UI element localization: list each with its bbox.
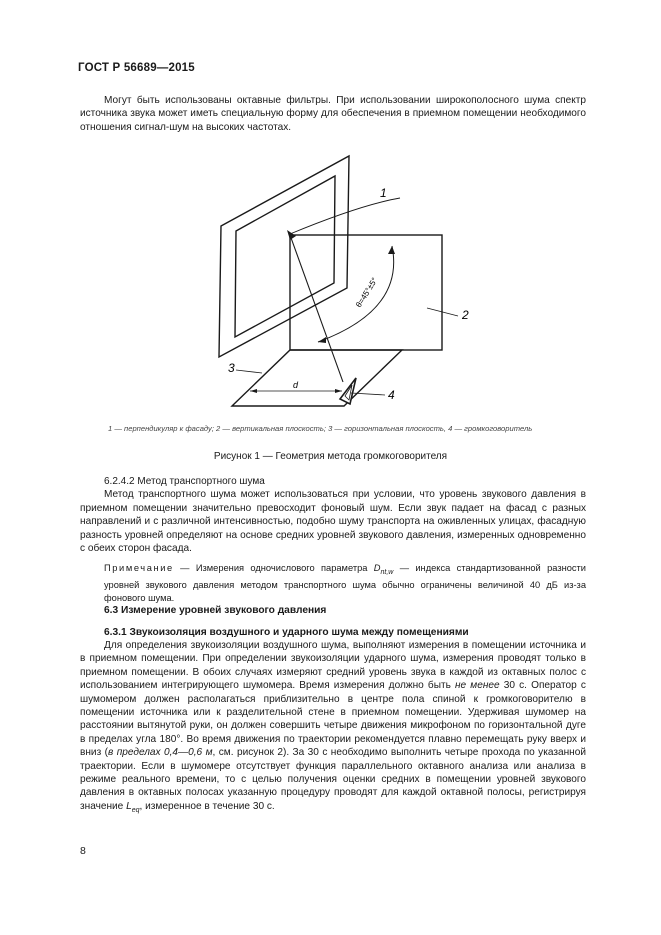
page-number: 8 — [80, 845, 86, 857]
facade-frame-outer — [219, 156, 349, 357]
angle-label: θ=45°±5° — [354, 276, 380, 310]
figure-legend: 1 — перпендикуляр к фасаду; 2 — вертикальная плоскость; 3 — горизонтальная плоскость, 4 — громкоговоритель — [108, 424, 533, 433]
figure-loudspeaker-geometry — [0, 0, 661, 420]
perpendicular-line — [290, 235, 343, 382]
intro-paragraph: Могут быть использованы октавные фильтры. При использовании широкополосного шума спектр источника звука может иметь специальную форму для обеспечения в приемном помещении необходимого отношения сигнал-шум на высоких частотах. — [80, 95, 586, 133]
label-2: 2 — [462, 308, 469, 322]
label-1: 1 — [380, 186, 387, 200]
leader-1 — [290, 198, 400, 234]
label-4: 4 — [388, 388, 395, 402]
label-d: d — [293, 380, 299, 390]
note-paragraph: Примечание — Измерения одночислового параметра $D_{nt,w}$ — индекса стандартизованной разности уровней звукового давления методом транспортного шума обычно ограничены величиной 40 дБ из-за фонового шума. — [104, 563, 586, 603]
angle-arc-arrow-bottom — [318, 337, 326, 343]
section-6-3-1-heading: 6.3.1 Звукоизоляция воздушного и ударного шума между помещениями — [104, 627, 469, 638]
horizontal-plane — [232, 350, 402, 406]
section-6-3-heading: 6.3 Измерение уровней звукового давления — [104, 605, 327, 616]
section-6-2-4-2-heading: 6.2.4.2 Метод транспортного шума — [104, 476, 265, 487]
section-6-3-1-body: Для определения звукоизоляции воздушного шума, выполняют измерения в помещении источника и в приемном помещении. При определении звукоизоляции ударного шума, измерения проводят только в приемном помещении. В обоих случаях измеряют средний уровень звука в каждой из октавных полос с использованием интегрирующего шумомера. Время измерения должно быть не менее 30 с. Оператор с шумомером должен располагаться приблизительно в центре пола спиной к громкоговорителю в помещении источника или к разделительной стене в приемном помещении. Удерживая шумомер на расстоянии вытянутой руки, он должен совершить четыре движения микрофоном по горизонтальной дуге в пределах угла 180°. Во время движения по траектории рекомендуется плавно перемещать руку вверх и вниз (в пределах 0,4—0,6 м, см. рисунок 2). За 30 с необходимо выполнить четыре прохода по указанной траектории. Если в шумомере отсутствует функция параллельного октавного анализа или анализа в режиме реального времени, то с целью получения оценки средних в помещении уровней звукового давления в октавных полосах указанную процедуру проводят для каждой октавной полосы, регистрируя значение $L_{eq}$, измеренное в течение 30 с. — [80, 640, 587, 814]
leader-3 — [236, 370, 262, 373]
document-header: ГОСТ Р 56689—2015 — [78, 62, 195, 74]
angle-arc — [318, 246, 394, 342]
figure-title: Рисунок 1 — Геометрия метода громкоговорителя — [213, 451, 448, 462]
section-6-2-4-2 — [80, 475, 586, 555]
facade-frame-inner — [235, 176, 335, 337]
label-3: 3 — [228, 361, 235, 375]
section-6-2-4-2-body: Метод транспортного шума может использоваться при условии, что уровень звукового давления в приемном помещении значительно превосходит фоновый шум. Если звук падает на фасад с разных направлений и с различной интенсивностью, подобно шуму транспорта на оживленных улицах, фасадную разность уровней определяют на основе средних уровней звукового давления, измеренных одновременно с обеих сторон фасада. — [80, 489, 586, 555]
angle-arc-arrow-top — [388, 246, 395, 254]
note-label: Примечание — [104, 563, 174, 573]
